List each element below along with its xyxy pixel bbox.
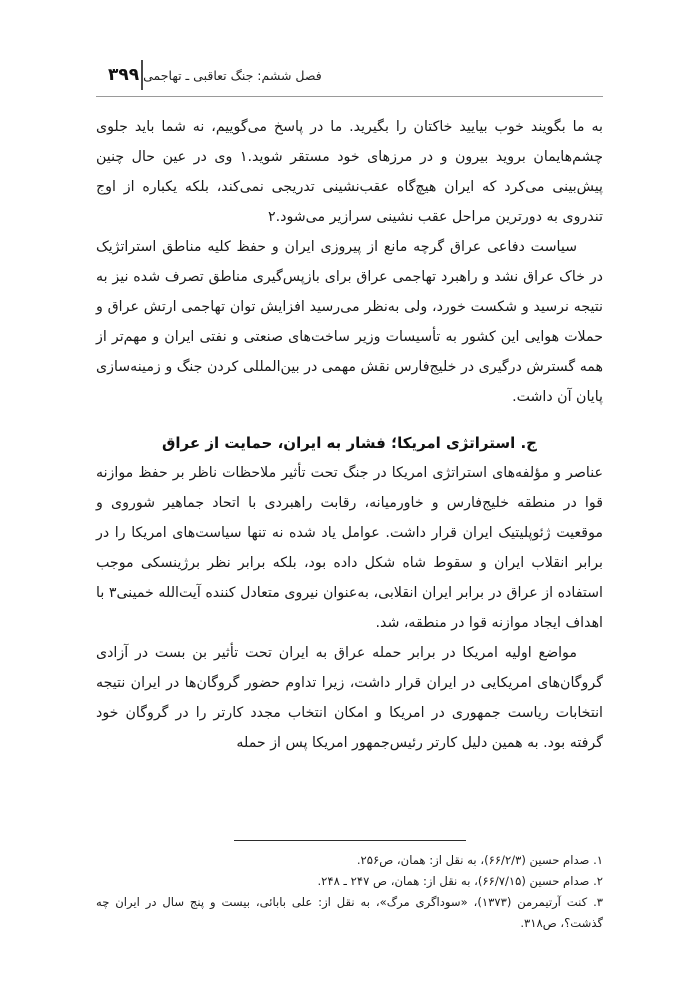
footnote-item: ۳. کنت آرتیمرمن (۱۳۷۳)، «سوداگری مرگ»، به نقل از: علی بابائی، بیست و پنج سال در ایران چه گذشت؟، ص۳۱۸. bbox=[96, 895, 603, 930]
footnote-area bbox=[96, 840, 603, 934]
footnote-item: ۲. صدام حسین (۶۶/۷/۱۵)، به نقل از: همان، ص ۲۴۷ ـ ۲۴۸. bbox=[317, 874, 603, 888]
header-underline bbox=[96, 96, 603, 97]
paragraph: مواضع اولیه امریکا در برابر حمله عراق به ایران تحت تأثیر بن بست در آزادی گروگان‌های امریکایی در ایران قرار داشت، زیرا تداوم حضور گروگان‌ها در ایران نتیجه انتخابات ریاست جمهوری در امریکا و امکان انتخاب مجدد کارتر را در گروگان خود گرفته بود. به همین دلیل کارتر رئیس‌جمهور امریکا پس از حمله bbox=[96, 645, 603, 751]
paragraph: به ما بگویند خوب بیایید خاکتان را بگیرید. ما در پاسخ می‌گوییم، نه شما باید جلوی چشم‌هایمان بروید بیرون و در مرزهای خود مستقر شوید.۱ وی در عین حال چنین پیش‌بینی می‌کرد که ایران هیچ‌گاه عقب‌نشینی تدریجی نمی‌کند، بلکه یکباره از اوج تندروی به دورترین مراحل عقب نشینی سرازیر می‌شود.۲ bbox=[96, 119, 603, 225]
header-divider-rule bbox=[141, 60, 143, 90]
section-heading: ج. استراتژی امریکا؛ فشار به ایران، حمایت از عراق bbox=[162, 434, 537, 452]
footnote-separator bbox=[234, 840, 466, 841]
chapter-title: فصل ششم: جنگ تعاقبی ـ تهاجمی bbox=[143, 67, 322, 83]
page-body bbox=[96, 112, 603, 758]
page-number: ۳۹۹ bbox=[108, 64, 140, 85]
paragraph: سیاست دفاعی عراق گرچه مانع از پیروزی ایران و حفظ کلیه مناطق استراتژیک در خاک عراق نشد و راهبرد تهاجمی عراق برای بازپس‌گیری مناطق تصرف شده نیز به نتیجه نرسید و شکست خورد، ولی به‌نظر می‌رسید افزایش توان تهاجمی ارتش عراق و حملات هوایی این کشور به تأسیسات وزیر ساخت‌های صنعتی و نفتی ایران و مهم‌تر از همه گسترش درگیری در خلیج‌فارس نقش مهمی در بین‌المللی کردن جنگ و زمینه‌سازی پایان آن داشت. bbox=[96, 239, 603, 405]
running-header bbox=[96, 58, 603, 92]
footnote-item: ۱. صدام حسین (۶۶/۲/۳)، به نقل از: همان، ص۲۵۶. bbox=[356, 853, 603, 867]
paragraph: عناصر و مؤلفه‌های استراتژی امریکا در جنگ تحت تأثیر ملاحظات ناظر بر حفظ موازنه قوا در منطقه خلیج‌فارس و خاورمیانه، رقابت راهبردی با اتحاد جماهیر شوروی و موقعیت ژئوپلیتیک ایران قرار داشت. عوامل یاد شده نه تنها سیاست‌های امریکا را در برابر انقلاب ایران و سقوط شاه شکل داده بود، بلکه برابر نظر برژینسکی موجب استفاده از عراق در برابر ایران انقلابی، به‌عنوان نیروی متعادل کننده آیت‌الله خمینی۳ با اهداف ایجاد موازنه قوا در منطقه، شد. bbox=[96, 465, 603, 631]
